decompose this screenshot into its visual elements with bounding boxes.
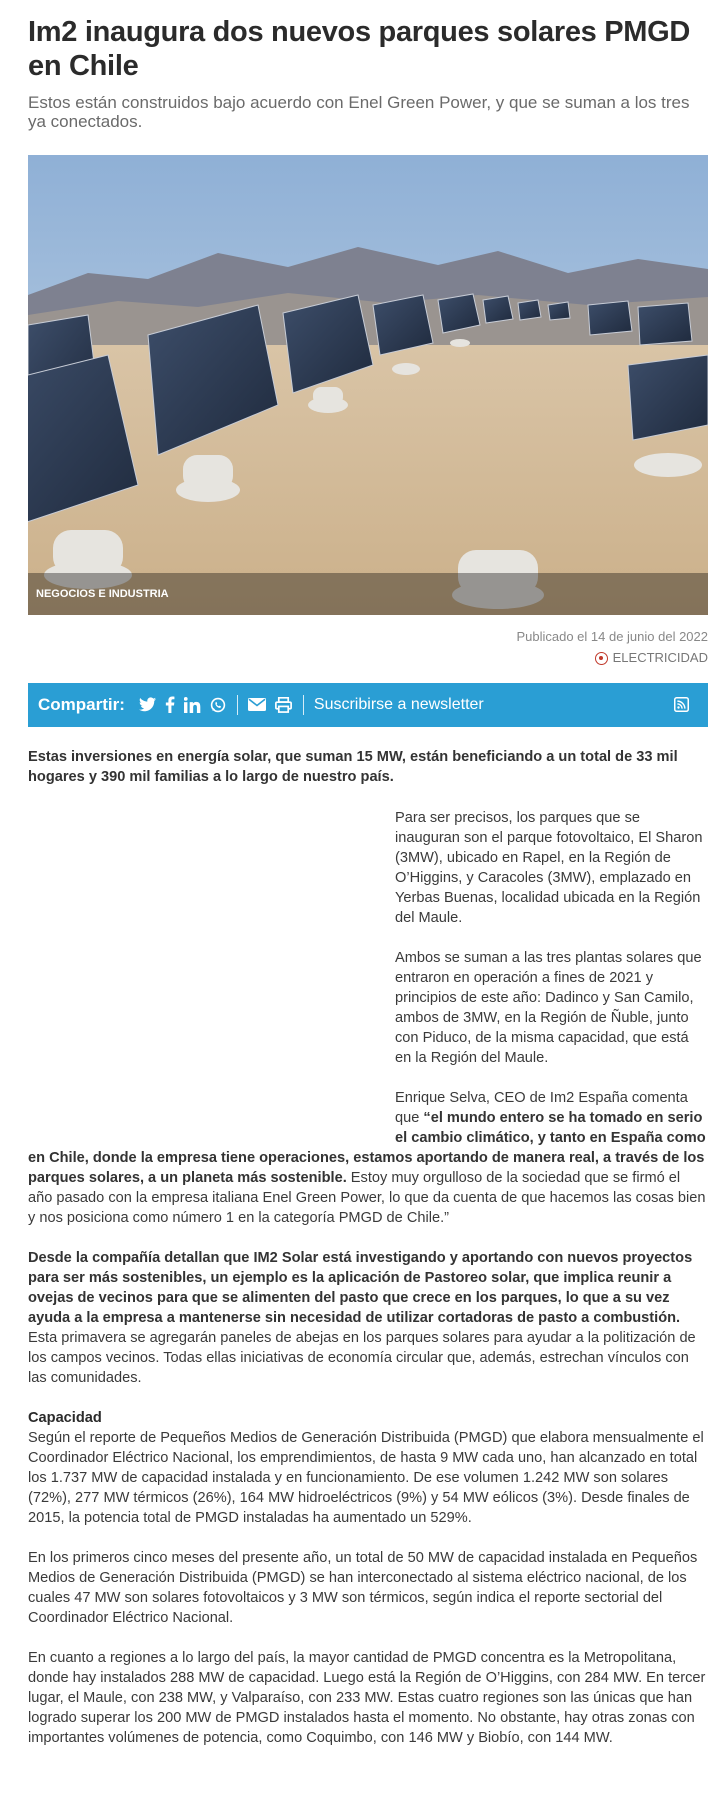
- paragraph-1: Para ser precisos, los parques que se inauguran son el parque fotovoltaico, El Sharon (3MW), ubicado en Rapel, en la Región de O’Higgins, y Caracoles (3MW), emplazado en Yerbas Buenas, localidad ubicada en la Región del Maule.: [395, 809, 703, 926]
- inline-ad-slot: [28, 787, 395, 1133]
- paragraph-6: En los primeros cinco meses del presente año, un total de 50 MW de capacidad instalada en Pequeños Medios de Generación Distribuida (PMGD) se han interconectado al sistema eléctrico nacional, de los cuales 47 MW son solares fotovoltaicos y 3 MW son térmicos, según indica el reporte sectorial del Coordinador Eléctrico Nacional.: [28, 1549, 698, 1626]
- category-tag[interactable]: [595, 649, 708, 667]
- image-category[interactable]: NEGOCIOS E INDUSTRIA: [36, 588, 169, 600]
- whatsapp-icon[interactable]: [210, 695, 226, 715]
- rss-icon[interactable]: [674, 695, 689, 715]
- share-divider: [237, 695, 238, 715]
- paragraph-7: En cuanto a regiones a lo largo del país, la mayor cantidad de PMGD concentra es la Metropolitana, donde hay instalados 288 MW de capacidad. Luego está la Región de O’Higgins, con 284 MW. En tercer lugar, el Maule, con 238 MW, y Valparaíso, con 233 MW. Estas cuatro regiones son las únicas que han logrado superar los 200 MW de PMGD instalados hasta el momento. No obstante, hay otras zonas con importantes volúmenes de potencia, como Coquimbo, con 146 MW y Biobío, con 144 MW.: [28, 1649, 706, 1746]
- paragraph-2: Ambos se suman a las tres plantas solares que entraron en operación a fines de 2021 y principios de este año: Dadinco y San Camilo, ambos de 3MW, en la Región de Ñuble, junto con Piduco, de la misma capacidad, que está en la Región del Maule.: [395, 949, 702, 1066]
- ceo-quote: “el mundo entero se ha tomado en serio el cambio climático, y tanto en España como en Chile, donde la empresa tiene operaciones, estamos aportando de manera real, a través de los parques solares, a un planeta más sostenible.: [28, 1109, 706, 1186]
- print-icon[interactable]: [275, 695, 292, 715]
- solar-field-photo: [28, 155, 708, 615]
- article: [28, 0, 708, 1748]
- twitter-icon[interactable]: [139, 695, 156, 715]
- paragraph-4: [28, 1248, 708, 1388]
- newsletter-link[interactable]: Suscribirse a newsletter: [313, 695, 484, 713]
- section-heading: Capacidad: [28, 1409, 102, 1426]
- published-date: Publicado el 14 de junio del 2022: [516, 629, 708, 644]
- share-divider: [303, 695, 304, 715]
- article-body: [28, 787, 708, 1748]
- article-lead: Estas inversiones en energía solar, que suman 15 MW, están beneficiando a un total de 33 mil hogares y 390 mil familias a lo largo de nuestro país.: [28, 748, 678, 785]
- share-label: Compartir:: [38, 694, 125, 714]
- hero-image: [28, 155, 708, 615]
- image-category-overlay: [28, 573, 708, 615]
- paragraph-4-bold: Desde la compañía detallan que IM2 Solar está investigando y aportando con nuevos proyectos para ser más sostenibles, un ejemplo es la aplicación de Pastoreo solar, que implica reunir a ovejas de vecinos para que se alimenten del pasto que crece en los parques, lo que a su vez ayuda a la empresa a mantenerse sin necesidad de utilizar cortadoras de pasto a combustión.: [28, 1249, 693, 1326]
- paragraph-4-rest: Esta primavera se agregarán paneles de abejas en los parques solares para ayudar a la politización de los campos vecinos. Todas ellas iniciativas de economía circular que, además, estrechan vínculos con las comunidades.: [28, 1329, 696, 1386]
- article-title: Im2 inaugura dos nuevos parques solares PMGD en Chile: [28, 16, 691, 82]
- paragraph-3-intro: Enrique Selva, CEO de Im2 España comenta que: [395, 1089, 688, 1126]
- linkedin-icon[interactable]: [184, 695, 201, 715]
- article-meta: [28, 628, 708, 670]
- paragraph-3-rest: Estoy muy orgulloso de la sociedad que se firmó el año pasado con la empresa italiana Enel Green Power, lo que da cuenta de que hacemos las cosas bien y nos posiciona como número 1 en la categoría PMGD de Chile.”: [28, 1169, 706, 1226]
- paragraph-5: Según el reporte de Pequeños Medios de Generación Distribuida (PMGD) que elabora mensualmente el Coordinador Eléctrico Nacional, los emprendimientos, de hasta 9 MW cada uno, han alcanzado en total los 1.737 MW de capacidad instalada y en funcionamiento. De ese volumen 1.242 MW son solares (72%), 277 MW térmicos (26%), 164 MW hidroeléctricos (9%) y 54 MW eólicos (3%). Desde finales de 2015, la potencia total de PMGD instaladas ha aumentado un 529%.: [28, 1429, 704, 1526]
- share-bar: [28, 683, 708, 727]
- facebook-icon[interactable]: [165, 695, 175, 715]
- category-tag-label[interactable]: ELECTRICIDAD: [612, 650, 708, 665]
- target-icon: [595, 652, 608, 665]
- email-icon[interactable]: [248, 695, 266, 715]
- article-subtitle: Estos están construidos bajo acuerdo con Enel Green Power, y que se suman a los tres ya conectados.: [28, 93, 690, 131]
